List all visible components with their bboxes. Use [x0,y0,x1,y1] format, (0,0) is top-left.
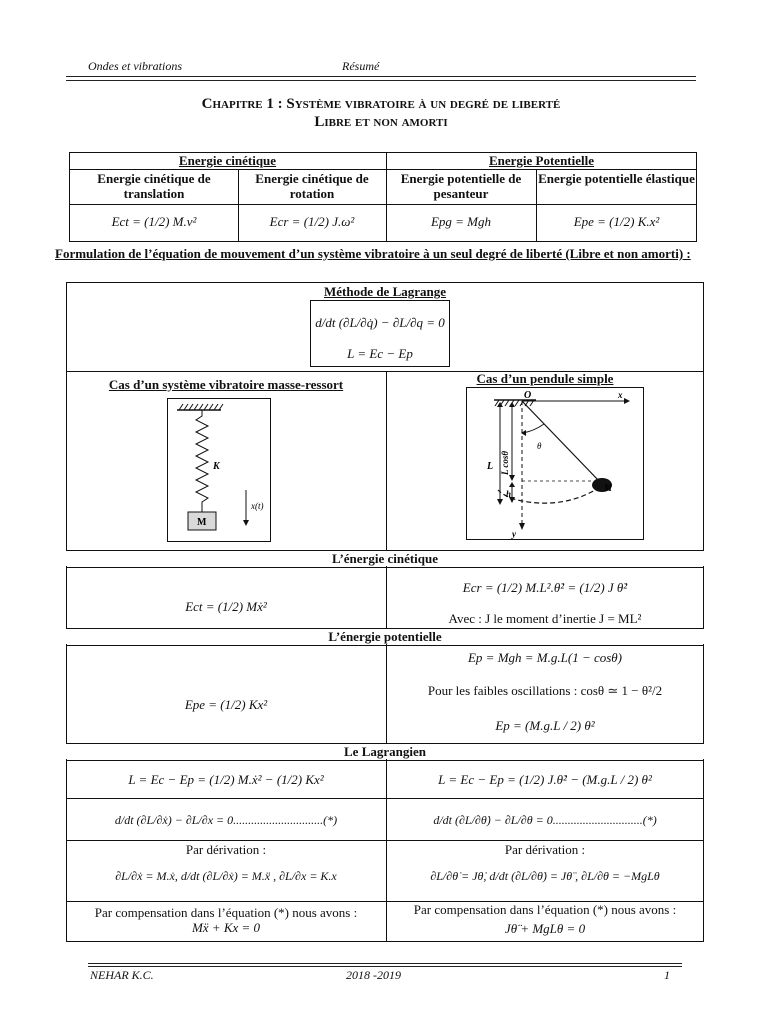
chapter-title: Chapitre 1 : Système vibratoire à un degré de liberté [201,96,561,112]
row-line-equation [66,798,704,799]
energy-table-divider-2 [238,169,239,242]
lagrange-eq-mass-spring: d/dt (∂L/∂ẋ) − ∂L/∂x = 0..............................(*) [114,813,338,827]
col-rotation-label: Energie cinétique de rotation [255,171,369,201]
inertia-note: Avec : J le moment d’inertie J = ML² [448,611,642,626]
kinetic-translation-eq: Ect = (1/2) Mẋ² [185,599,267,614]
header-rule-2 [66,80,696,81]
lagrange-eq-pendulum: d/dt (∂L/∂θ̇) − ∂L/∂θ = 0..............................(*) [433,813,657,827]
lagrangian-definition: L = Ec − Ep [347,346,413,361]
lcos-label: L cosθ [500,450,510,475]
potential-energy-header: Energie Potentielle [488,153,595,168]
pendulum-diagram [466,387,644,540]
origin-label: O [524,390,532,401]
displacement-label: x(t) [251,501,264,511]
section-potential: L’énergie potentielle [66,629,704,644]
lagrange-equation: d/dt (∂L/∂q̇) − ∂L/∂q = 0 [315,315,445,330]
lagrangian-mass-spring: L = Ec − Ep = (1/2) M.ẋ² − (1/2) Kx² [128,772,324,787]
potential-approx-eq: Ep = (M.g.L / 2) θ² [495,718,595,733]
equation-of-motion-pendulum: Jθ̈ + MgLθ = 0 [504,921,586,936]
chapter-subtitle: Libre et non amorti [314,114,448,130]
derivatives-pendulum: ∂L/∂θ̇ = Jθ̇, d/dt (∂L/∂θ̇) = Jθ̈ , ∂L/∂θ = −MgLθ [430,869,660,883]
formula-elastic: Epe = (1/2) K.x² [573,214,660,229]
mass-spring-diagram [167,398,271,542]
y-axis-label: y [512,529,516,539]
formula-rotation: Ecr = (1/2) J.ω² [269,214,355,229]
equation-of-motion-mass-spring: Mẍ + Kx = 0 [191,920,261,935]
page-number: 1 [664,968,670,982]
formula-gravity: Epg = Mgh [430,214,492,229]
formula-translation: Ect = (1/2) M.v² [111,214,197,229]
spring-k-label: K [213,461,220,472]
footer-rule-2 [88,966,682,967]
height-label: h [506,489,512,499]
compensation-label-right: Par compensation dans l’équation (*) nous avons : [413,902,677,917]
length-label: L [487,461,494,472]
theta-label: θ [537,441,542,451]
formulation-heading: Formulation de l’équation de mouvement d’un système vibratoire à un seul degré de liberté (Libre et non amorti) : [55,246,691,261]
section-kinetic: L’énergie cinétique [66,551,704,566]
derivation-label-right: Par dérivation : [504,842,586,857]
energy-table-row-line [69,169,697,170]
header-summary: Résumé [342,59,380,73]
col-translation-label: Energie cinétique de translation [97,171,211,201]
mass-label: M [197,517,207,528]
kinetic-rotation-eq: Ecr = (1/2) M.L².θ̇² = (1/2) J θ̇² [462,580,628,595]
row-line-kinetic-2 [66,567,704,568]
x-axis-label: x [618,390,623,400]
derivatives-mass-spring: ∂L/∂ẋ = M.ẋ, d/dt (∂L/∂ẋ) = M.ẍ , ∂L/∂x = K.x [115,869,337,883]
compensation-label-left: Par compensation dans l’équation (*) nous avons : [94,905,358,920]
potential-gravity-eq: Ep = Mgh = M.g.L(1 − cosθ) [467,650,623,665]
row-line-potential-2 [66,645,704,646]
col-elastic-label: Energie potentielle élastique [538,171,695,186]
footer-rule [88,963,682,964]
small-oscillation-note: Pour les faibles oscillations : cosθ ≃ 1 − θ²/2 [427,683,663,698]
energy-table-row-line-2 [69,204,697,205]
page-header [88,59,682,74]
kinetic-energy-header: Energie cinétique [178,153,277,168]
header-course: Ondes et vibrations [88,59,182,73]
row-line-derivation [66,840,704,841]
footer-year: 2018 -2019 [346,968,401,982]
col-gravity-label: Energie potentielle de pesanteur [400,171,522,201]
bob-mass-label: M [604,483,613,493]
lagrangian-pendulum: L = Ec − Ep = (1/2) J.θ̇² − (M.g.L / 2) θ² [438,772,652,787]
derivation-label-left: Par dérivation : [185,842,267,857]
section-lagrangian: Le Lagrangien [66,744,704,759]
lagrange-title: Méthode de Lagrange [323,284,447,299]
case-pendulum-title: Cas d’un pendule simple [476,371,614,386]
row-line-lagrangian-2 [66,760,704,761]
energy-table-divider-3 [536,169,537,242]
header-rule [66,76,696,77]
case-mass-spring-title: Cas d’un système vibratoire masse-ressort [108,377,344,392]
potential-elastic-eq: Epe = (1/2) Kx² [184,697,268,712]
footer-author: NEHAR K.C. [90,968,154,982]
